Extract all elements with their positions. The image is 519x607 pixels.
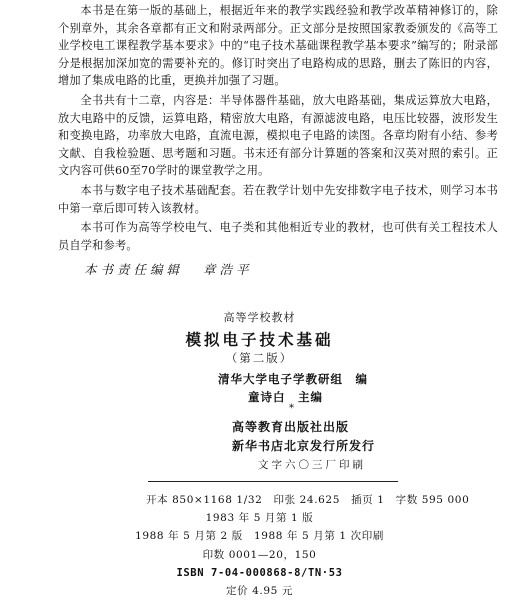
distributor: 新华书店北京发行所发行	[232, 439, 376, 453]
reprint-line: 1988 年 5 月第 2 版 1988 年 5 月第 1 次印刷	[135, 530, 384, 543]
print-run-line: 印数 0001—20，150	[202, 548, 317, 561]
editor-label: 本书责任编辑	[84, 262, 184, 277]
publication-specs	[0, 491, 519, 600]
divider-line	[148, 481, 398, 482]
intro-paragraph: 全书共有十二章，内容是：半导体器件基础，放大电路基础，集成运算放大电路，放大电路中的反馈，运算电路，精密放大电路，有源滤波电路，电压比较器，波形发生和变换电路，功率放大电路，直流电源，模拟电子电路的读图。各章均附有小结、参考文献、自我检验题、思考题和习题。书末还有部分计算题的答案和汉英对照的索引。正文内容可供60至70学时的课堂教学之用。	[58, 93, 498, 178]
compiler: 清华大学电子学教研组 编	[218, 372, 368, 386]
editor-name: 章浩平	[203, 262, 253, 277]
book-title: 模拟电子技术基础	[185, 330, 334, 349]
first-edition-line: 1983 年 5 月第 1 版	[205, 512, 314, 525]
publication-block	[232, 418, 375, 475]
series-name: 高等学校教材	[223, 311, 296, 324]
printer: 文字六〇三厂印刷	[258, 459, 366, 471]
intro-paragraph: 本书可作为高等学校电气、电子类和其他相近专业的教材，也可供有关工程技术人员自学和参考。	[58, 221, 498, 252]
format-line: 开本 850×1168 1/32 印张 24.625 插页 1 字数 595 000	[146, 494, 470, 506]
publisher: 高等教育出版社出版	[232, 420, 350, 434]
authors-block	[218, 370, 368, 406]
book-introduction	[58, 2, 498, 256]
price-line: 定价 4.95 元	[226, 585, 293, 598]
chief-editor: 童诗白 主编	[248, 390, 323, 404]
intro-paragraph: 本书与数字电子技术基础配套。若在教学计划中先安排数字电子技术，则学习本书中第一章后即可转入该教材。	[58, 183, 498, 215]
responsible-editor	[84, 260, 253, 278]
intro-paragraph: 本书是在第一版的基础上，根据近年来的教学实践经验和教学改革精神修订的，除个别章外，其余各章都有正文和附录两部分。正文部分是按照国家教委颁发的《高等工业学校电工课程教学基本要求》中的“电子技术基础课程教学基本要求”编写的；附录部分是根据加深加宽的需要补充的。修订时突出了电路构成的思路，删去了陈旧的内容，增加了集成电路的比重，更换并加强了习题。	[58, 4, 498, 88]
edition-label: （第二版）	[225, 351, 294, 365]
separator-star: *	[289, 403, 294, 414]
isbn-line: ISBN 7-04-000868-8/TN·53	[176, 566, 343, 579]
